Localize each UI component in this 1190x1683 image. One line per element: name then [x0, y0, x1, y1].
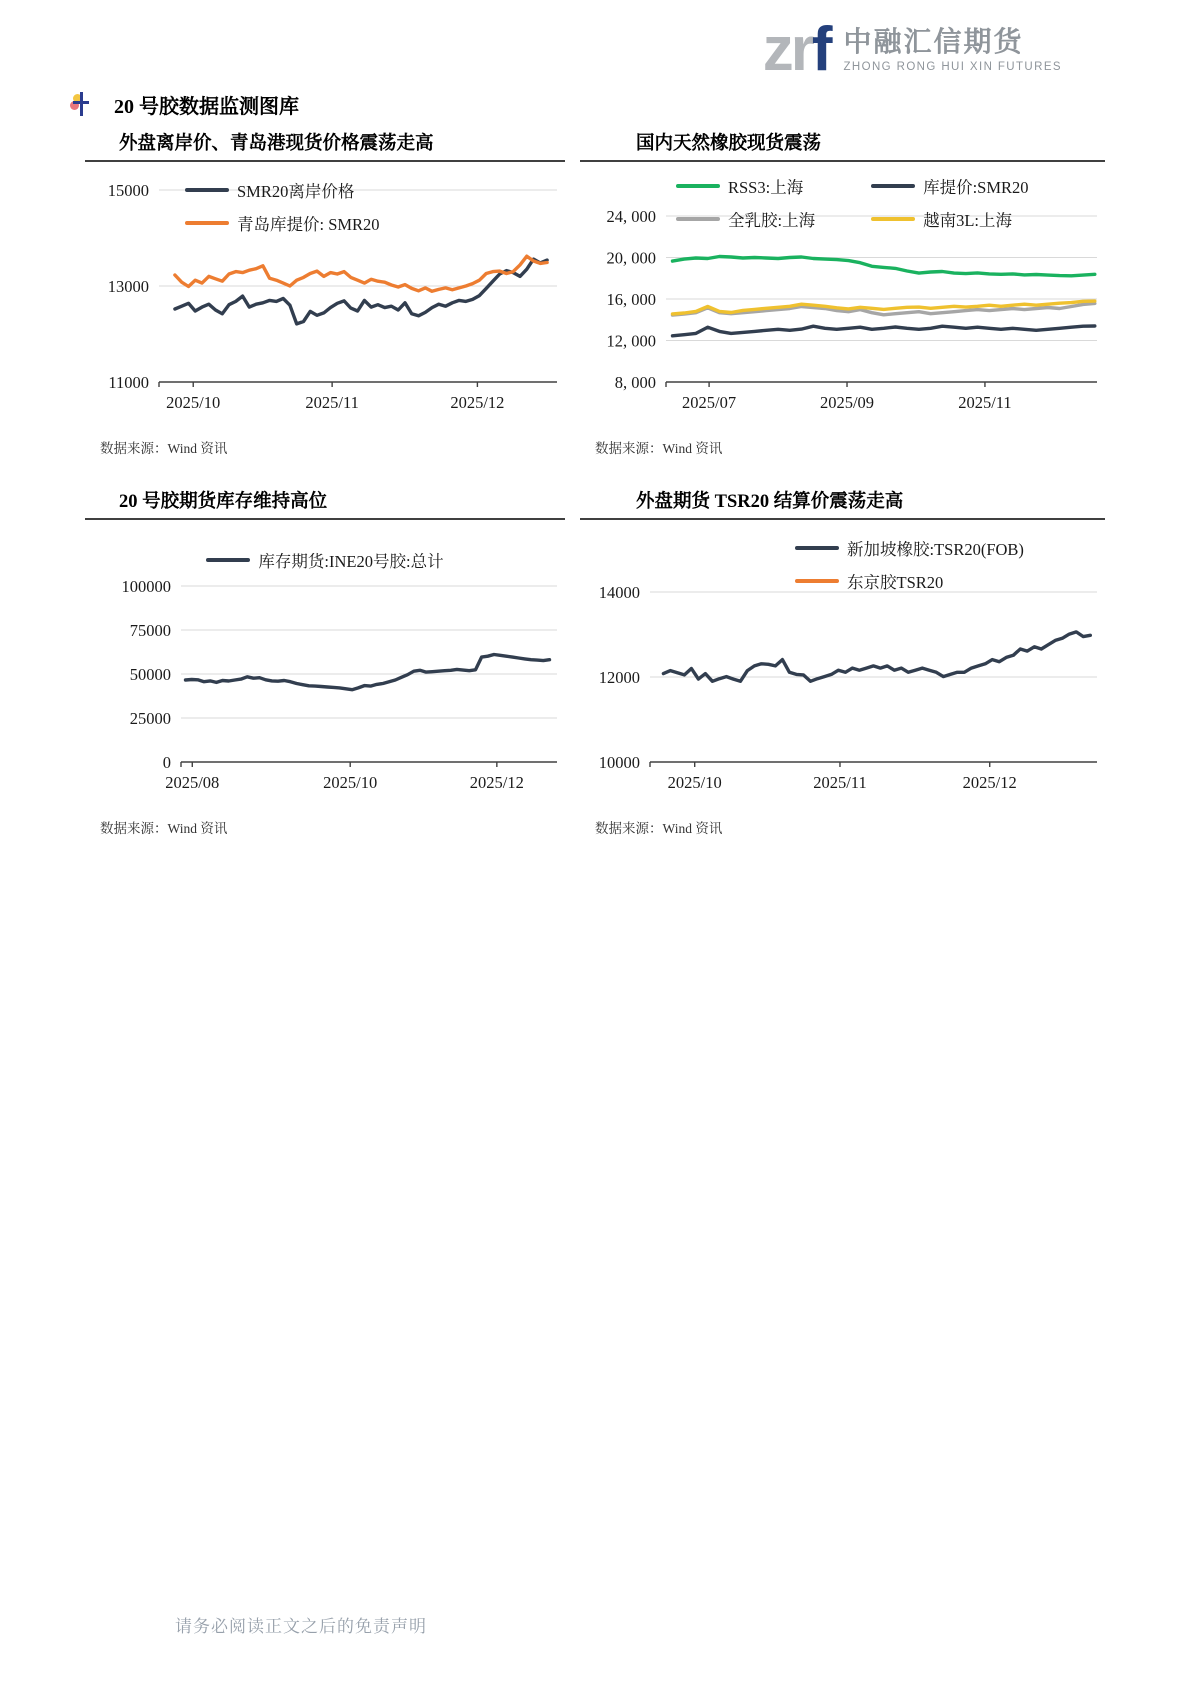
- legend-label: RSS3:上海: [728, 178, 804, 197]
- legend-item: [185, 178, 380, 202]
- chart-canvas: [85, 528, 565, 803]
- data-source: 数据来源：Wind 资讯: [100, 441, 228, 456]
- company-logo: [762, 15, 1062, 84]
- bullet-icon: [70, 92, 92, 118]
- svg-text:2025/11: 2025/11: [813, 773, 867, 792]
- legend-item: [676, 174, 815, 198]
- logo-company-name-en: ZHONG RONG HUI XIN FUTURES: [843, 60, 1062, 73]
- chart-title: 国内天然橡胶现货震荡: [636, 134, 822, 154]
- svg-text:2025/12: 2025/12: [450, 393, 505, 412]
- svg-text:2025/11: 2025/11: [305, 393, 359, 412]
- logo-f: f: [811, 15, 830, 84]
- chart-canvas: [580, 528, 1105, 803]
- legend-item: [185, 211, 380, 235]
- svg-text:2025/09: 2025/09: [819, 393, 875, 412]
- legend: [185, 178, 380, 235]
- bullet-cross-vertical: [80, 92, 83, 116]
- legend-item: [206, 548, 443, 572]
- section-header: [70, 90, 299, 119]
- chart-canvas: [85, 170, 565, 423]
- legend-swatch: [185, 221, 229, 226]
- legend-label: SMR20离岸价格: [237, 182, 355, 201]
- svg-text:8, 000: 8, 000: [614, 373, 656, 392]
- chart-title: 外盘离岸价、青岛港现货价格震荡走高: [119, 134, 434, 154]
- chart-title: 20 号胶期货库存维持高位: [119, 492, 328, 512]
- svg-text:2025/10: 2025/10: [323, 773, 378, 792]
- legend-swatch: [795, 546, 839, 551]
- title-rule: [85, 518, 565, 520]
- legend: [85, 548, 565, 572]
- legend-swatch: [871, 184, 915, 189]
- svg-text:14000: 14000: [598, 583, 640, 602]
- svg-text:2025/11: 2025/11: [958, 393, 1012, 412]
- svg-text:25000: 25000: [129, 709, 171, 728]
- svg-text:15000: 15000: [107, 181, 149, 200]
- legend-item: [795, 569, 1024, 593]
- legend-swatch: [795, 579, 839, 584]
- legend-label: 新加坡橡胶:TSR20(FOB): [847, 540, 1024, 559]
- data-source: 数据来源：Wind 资讯: [100, 821, 228, 836]
- legend-swatch: [676, 184, 720, 189]
- svg-text:11000: 11000: [108, 373, 149, 392]
- title-rule: [85, 160, 565, 162]
- svg-text:12, 000: 12, 000: [606, 331, 656, 351]
- legend-label: 越南3L:上海: [923, 211, 1013, 230]
- logo-zr: zr: [762, 15, 812, 84]
- chart-canvas: [580, 170, 1105, 423]
- legend-swatch: [185, 188, 229, 193]
- svg-text:24, 000: 24, 000: [606, 207, 656, 226]
- chart-block-offshore-price: [85, 133, 565, 457]
- svg-text:2025/12: 2025/12: [962, 773, 1017, 792]
- legend: [676, 174, 1029, 231]
- svg-text:2025/12: 2025/12: [469, 773, 524, 792]
- legend-label: 库存期货:INE20号胶:总计: [258, 552, 444, 571]
- logo-company-name-cn: 中融汇信期货: [843, 26, 1024, 58]
- data-source: 数据来源：Wind 资讯: [595, 441, 723, 456]
- svg-text:0: 0: [162, 753, 171, 772]
- legend-item: [795, 536, 1024, 560]
- legend-item: [676, 207, 815, 231]
- chart-block-tsr20-settlement: [580, 491, 1105, 837]
- svg-text:2025/10: 2025/10: [166, 393, 221, 412]
- svg-text:10000: 10000: [598, 753, 640, 772]
- charts-grid: [85, 133, 1105, 837]
- legend-swatch: [206, 558, 250, 563]
- svg-text:2025/08: 2025/08: [165, 773, 220, 792]
- legend-label: 库提价:SMR20: [923, 178, 1029, 197]
- svg-text:100000: 100000: [121, 577, 171, 596]
- svg-text:16, 000: 16, 000: [606, 290, 656, 309]
- legend: [795, 536, 1024, 593]
- svg-text:12000: 12000: [598, 668, 640, 687]
- legend-label: 全乳胶:上海: [728, 211, 816, 230]
- chart-block-ine-inventory: [85, 491, 565, 837]
- section-title: 20 号胶数据监测图库: [114, 96, 299, 118]
- footer-disclaimer: 请务必阅读正文之后的免责声明: [175, 1617, 427, 1636]
- legend-item: [871, 207, 1028, 231]
- title-rule: [580, 518, 1105, 520]
- chart-block-domestic-spot: [580, 133, 1105, 457]
- logo-zrf-mark: [762, 15, 830, 84]
- svg-text:2025/07: 2025/07: [682, 393, 737, 412]
- title-rule: [580, 160, 1105, 162]
- bullet-cross-horizontal: [73, 101, 89, 104]
- legend-label: 青岛库提价: SMR20: [237, 215, 380, 234]
- svg-text:75000: 75000: [129, 621, 171, 640]
- svg-text:50000: 50000: [129, 665, 171, 684]
- svg-text:20, 000: 20, 000: [606, 248, 656, 268]
- svg-text:2025/10: 2025/10: [667, 773, 722, 792]
- legend-item: [871, 174, 1028, 198]
- legend-swatch: [871, 217, 915, 222]
- logo-text: [844, 28, 1063, 73]
- legend-label: 东京胶TSR20: [847, 573, 944, 592]
- data-source: 数据来源：Wind 资讯: [595, 821, 723, 836]
- chart-title: 外盘期货 TSR20 结算价震荡走高: [636, 492, 904, 512]
- legend-swatch: [676, 217, 720, 222]
- svg-text:13000: 13000: [107, 277, 149, 296]
